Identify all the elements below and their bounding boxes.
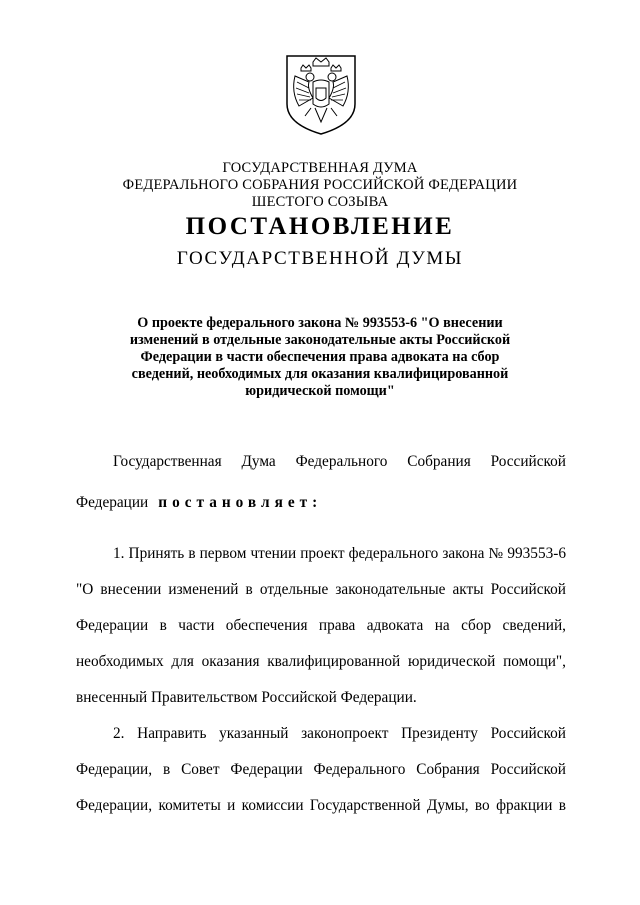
coat-of-arms-icon (283, 52, 359, 136)
issuer-line-3: ШЕСТОГО СОЗЫВА (251, 194, 389, 210)
document-subject (110, 315, 530, 400)
item1-line: внесенный Правительством Российской Федерации. (76, 689, 417, 706)
subject-line: изменений в отдельные законодательные акты Российской (129, 332, 511, 348)
item1-line: 1. Принять в первом чтении проект федерального закона № 993553-6 (113, 545, 566, 562)
subject-line: юридической помощи" (245, 383, 395, 399)
document-type-subtitle: ГОСУДАРСТВЕННОЙ ДУМЫ (176, 248, 464, 269)
subject-line: О проекте федерального закона № 993553-6 "О внесении (137, 315, 503, 331)
item1-line: Федерации в части обеспечения права адвоката на сбор сведений, (76, 617, 566, 634)
subject-line: сведений, необходимых для оказания квалифицированной (131, 366, 509, 382)
decree-word: постановляет: (158, 494, 323, 511)
item1-line: "О внесении изменений в отдельные законодательные акты Российской (76, 581, 566, 598)
preamble-line-1: Государственная Дума Федерального Собрания Российской (113, 453, 566, 470)
item2-line: 2. Направить указанный законопроект Президенту Российской (113, 725, 566, 742)
preamble-line-2 (76, 493, 566, 513)
item1-line: необходимых для оказания квалифицированной юридической помощи", (76, 653, 566, 670)
issuer-header (0, 160, 640, 211)
document-type-title: ПОСТАНОВЛЕНИЕ (185, 213, 455, 240)
preamble-prefix: Федерации (76, 494, 149, 511)
item2-line: Федерации, комитеты и комиссии Государственной Думы, во фракции в (76, 797, 566, 814)
issuer-line-1: ГОСУДАРСТВЕННАЯ ДУМА (222, 160, 418, 176)
issuer-line-2: ФЕДЕРАЛЬНОГО СОБРАНИЯ РОССИЙСКОЙ ФЕДЕРАЦИИ (122, 177, 518, 193)
subject-line: Федерации в части обеспечения права адвоката на сбор (140, 349, 500, 365)
item2-line: Федерации, в Совет Федерации Федерального Собрания Российской (76, 761, 566, 778)
